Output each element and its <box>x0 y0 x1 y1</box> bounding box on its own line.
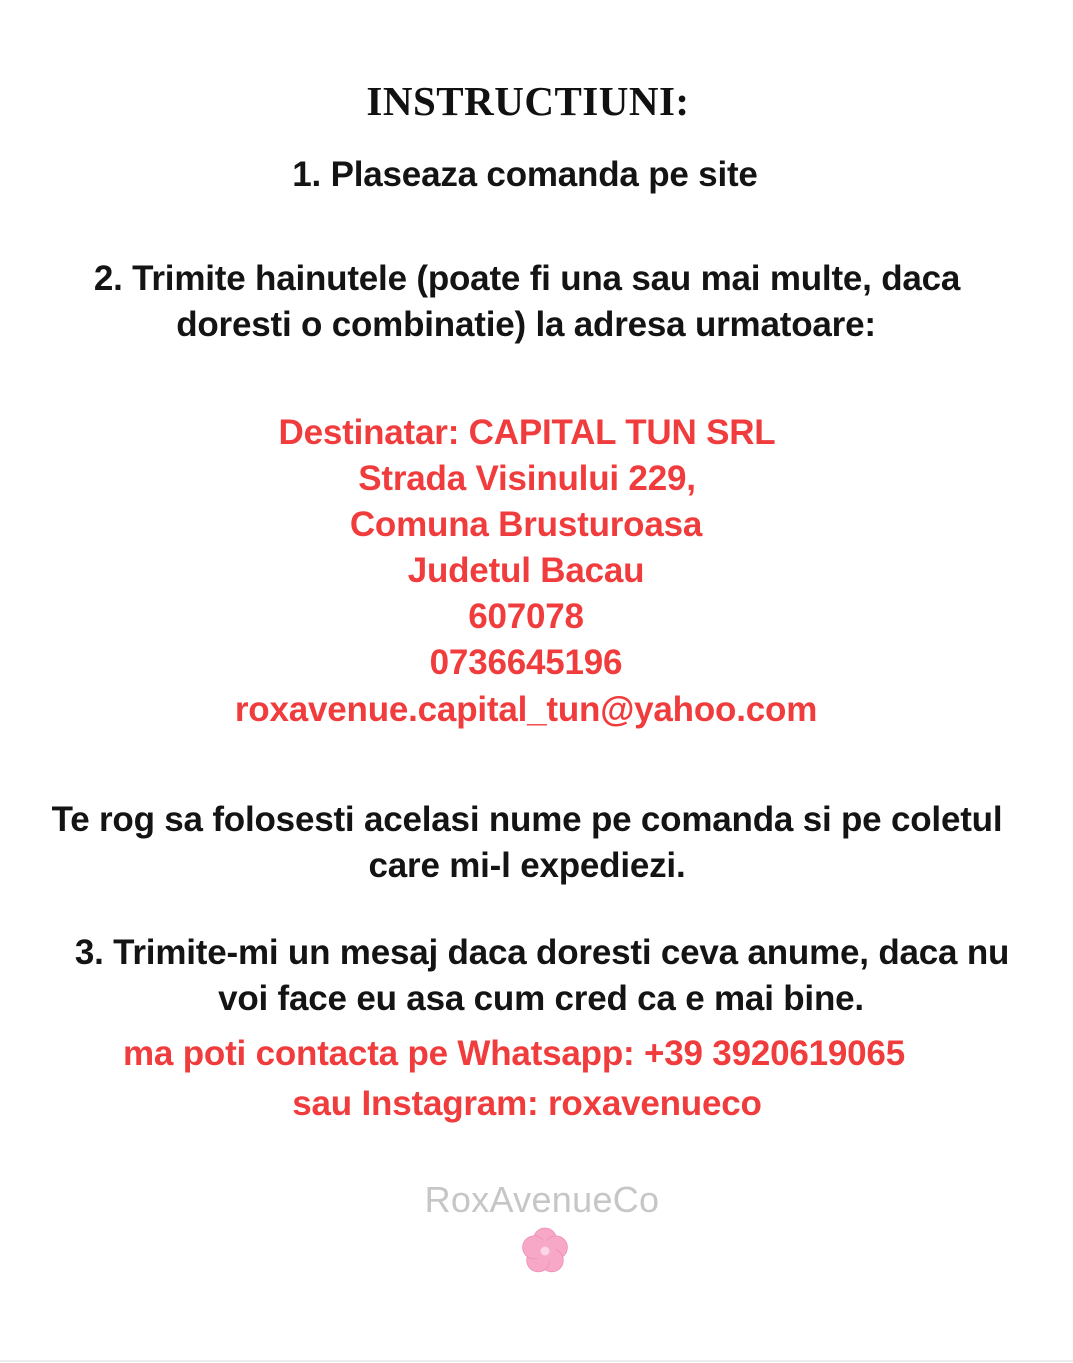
step-2-line-2: doresti o combinatie) la adresa urmatoare: <box>176 305 876 344</box>
contact-whatsapp: ma poti contacta pe Whatsapp: +39 3920619065 <box>123 1034 905 1073</box>
step-2-line-1: 2. Trimite hainutele (poate fi una sau mai multe, daca <box>93 259 961 298</box>
bottom-divider <box>0 1360 1073 1362</box>
flower-icon <box>520 1226 570 1276</box>
address-county: Judetul Bacau <box>407 551 645 590</box>
step-3-line-1: 3. Trimite-mi un mesaj daca doresti ceva anume, daca nu <box>74 933 1010 972</box>
address-recipient: Destinatar: CAPITAL TUN SRL <box>278 413 776 452</box>
step-3-line-2: voi face eu asa cum cred ca e mai bine. <box>218 979 864 1018</box>
address-commune: Comuna Brusturoasa <box>349 505 703 544</box>
address-email: roxavenue.capital_tun@yahoo.com <box>234 690 818 729</box>
address-postal-code: 607078 <box>468 597 584 636</box>
page-title: INSTRUCTIUNI: <box>366 78 690 124</box>
brand-logo-text: RoxAvenueCo <box>424 1179 660 1220</box>
note-line-2: care mi-l expediezi. <box>368 846 686 885</box>
address-phone: 0736645196 <box>429 643 623 682</box>
step-1-line: 1. Plaseaza comanda pe site <box>292 155 758 194</box>
contact-instagram: sau Instagram: roxavenueco <box>292 1084 762 1123</box>
address-street: Strada Visinului 229, <box>358 459 696 498</box>
note-line-1: Te rog sa folosesti acelasi nume pe comanda si pe coletul <box>51 800 1003 839</box>
